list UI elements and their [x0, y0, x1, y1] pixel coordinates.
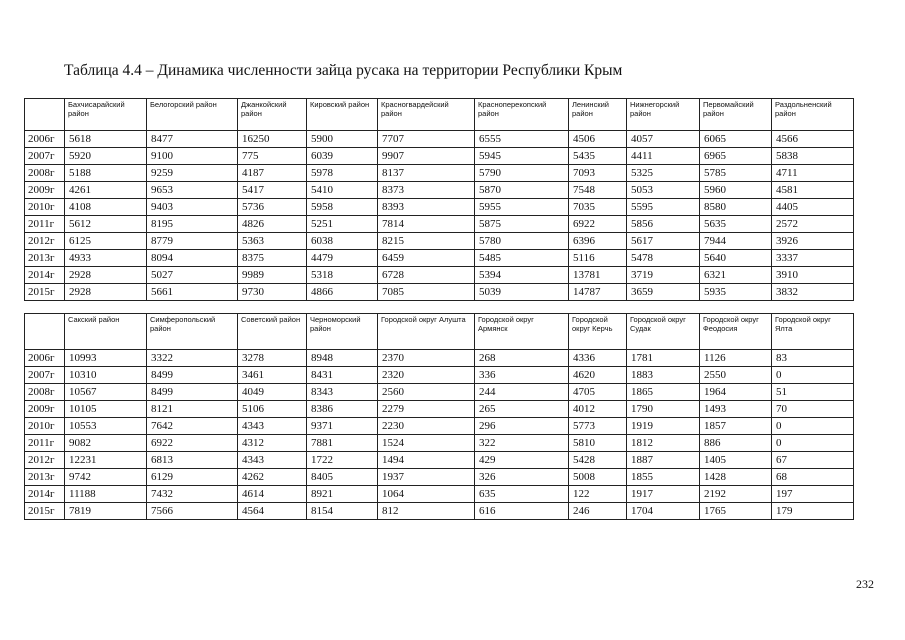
hare-population-table-1 [24, 98, 854, 301]
table-row [25, 250, 854, 267]
district-header-cell: Черноморский район [307, 314, 378, 350]
year-cell: 2009г [25, 401, 65, 418]
table-row [25, 367, 854, 384]
count-cell: 1937 [378, 469, 475, 486]
count-cell: 635 [475, 486, 569, 503]
year-cell: 2014г [25, 486, 65, 503]
count-cell: 5394 [475, 267, 569, 284]
district-header-cell: Городской округ Ялта [772, 314, 854, 350]
count-cell: 246 [569, 503, 627, 520]
count-cell: 2572 [772, 216, 854, 233]
count-cell: 8343 [307, 384, 378, 401]
count-cell: 6396 [569, 233, 627, 250]
count-cell: 8921 [307, 486, 378, 503]
count-cell: 5612 [65, 216, 147, 233]
count-cell: 5039 [475, 284, 569, 301]
district-header-cell: Нижнегорский район [627, 99, 700, 131]
count-cell: 5410 [307, 182, 378, 199]
count-cell: 7819 [65, 503, 147, 520]
table-row [25, 165, 854, 182]
count-cell: 7814 [378, 216, 475, 233]
count-cell: 5106 [238, 401, 307, 418]
count-cell: 8779 [147, 233, 238, 250]
count-cell: 5870 [475, 182, 569, 199]
count-cell: 5955 [475, 199, 569, 216]
year-cell: 2015г [25, 284, 65, 301]
count-cell: 179 [772, 503, 854, 520]
year-cell: 2009г [25, 182, 65, 199]
count-cell: 8580 [700, 199, 772, 216]
count-cell: 5008 [569, 469, 627, 486]
count-cell: 9403 [147, 199, 238, 216]
count-cell: 6922 [147, 435, 238, 452]
count-cell: 3926 [772, 233, 854, 250]
count-cell: 5856 [627, 216, 700, 233]
count-cell: 1919 [627, 418, 700, 435]
year-cell: 2008г [25, 165, 65, 182]
count-cell: 13781 [569, 267, 627, 284]
count-cell: 2230 [378, 418, 475, 435]
count-cell: 3910 [772, 267, 854, 284]
count-cell: 8215 [378, 233, 475, 250]
header-row [25, 99, 854, 131]
count-cell: 122 [569, 486, 627, 503]
year-cell: 2015г [25, 503, 65, 520]
count-cell: 5838 [772, 148, 854, 165]
count-cell: 244 [475, 384, 569, 401]
count-cell: 5920 [65, 148, 147, 165]
count-cell: 2279 [378, 401, 475, 418]
count-cell: 322 [475, 435, 569, 452]
count-cell: 8477 [147, 131, 238, 148]
table-row [25, 284, 854, 301]
district-header-cell: Ленинский район [569, 99, 627, 131]
count-cell: 11188 [65, 486, 147, 503]
count-cell: 7881 [307, 435, 378, 452]
count-cell: 4866 [307, 284, 378, 301]
table-row [25, 418, 854, 435]
count-cell: 16250 [238, 131, 307, 148]
count-cell: 2560 [378, 384, 475, 401]
count-cell: 4187 [238, 165, 307, 182]
count-cell: 1126 [700, 350, 772, 367]
count-cell: 5318 [307, 267, 378, 284]
count-cell: 6125 [65, 233, 147, 250]
count-cell: 4705 [569, 384, 627, 401]
table-row [25, 469, 854, 486]
count-cell: 4933 [65, 250, 147, 267]
count-cell: 8373 [378, 182, 475, 199]
count-cell: 14787 [569, 284, 627, 301]
table-row [25, 131, 854, 148]
count-cell: 8948 [307, 350, 378, 367]
count-cell: 1493 [700, 401, 772, 418]
count-cell: 7707 [378, 131, 475, 148]
count-cell: 197 [772, 486, 854, 503]
year-cell: 2007г [25, 367, 65, 384]
count-cell: 10553 [65, 418, 147, 435]
year-cell: 2012г [25, 452, 65, 469]
count-cell: 51 [772, 384, 854, 401]
table-row [25, 503, 854, 520]
table-row [25, 233, 854, 250]
district-header-cell: Городской округ Керчь [569, 314, 627, 350]
count-cell: 0 [772, 435, 854, 452]
count-cell: 5053 [627, 182, 700, 199]
count-cell: 4343 [238, 418, 307, 435]
count-cell: 4405 [772, 199, 854, 216]
count-cell: 8094 [147, 250, 238, 267]
count-cell: 7093 [569, 165, 627, 182]
count-cell: 9742 [65, 469, 147, 486]
count-cell: 4057 [627, 131, 700, 148]
count-cell: 3719 [627, 267, 700, 284]
page-number: 232 [856, 577, 874, 591]
table-row [25, 148, 854, 165]
count-cell: 5417 [238, 182, 307, 199]
count-cell: 1494 [378, 452, 475, 469]
count-cell: 5780 [475, 233, 569, 250]
count-cell: 336 [475, 367, 569, 384]
year-cell: 2006г [25, 131, 65, 148]
count-cell: 4581 [772, 182, 854, 199]
count-cell: 9082 [65, 435, 147, 452]
count-cell: 4506 [569, 131, 627, 148]
count-cell: 10993 [65, 350, 147, 367]
count-cell: 5617 [627, 233, 700, 250]
year-cell: 2010г [25, 418, 65, 435]
count-cell: 3461 [238, 367, 307, 384]
corner-header-cell [25, 314, 65, 350]
count-cell: 8393 [378, 199, 475, 216]
count-cell: 10567 [65, 384, 147, 401]
count-cell: 296 [475, 418, 569, 435]
count-cell: 1765 [700, 503, 772, 520]
count-cell: 265 [475, 401, 569, 418]
count-cell: 2370 [378, 350, 475, 367]
table-row [25, 199, 854, 216]
count-cell: 4620 [569, 367, 627, 384]
count-cell: 68 [772, 469, 854, 486]
count-cell: 8499 [147, 367, 238, 384]
count-cell: 6728 [378, 267, 475, 284]
table-caption: Таблица 4.4 – Динамика численности зайца русака на территории Республики Крым [64, 62, 623, 79]
count-cell: 3659 [627, 284, 700, 301]
table-row [25, 435, 854, 452]
count-cell: 5478 [627, 250, 700, 267]
count-cell: 7548 [569, 182, 627, 199]
count-cell: 6129 [147, 469, 238, 486]
district-header-cell: Бахчисарайский район [65, 99, 147, 131]
count-cell: 4411 [627, 148, 700, 165]
count-cell: 812 [378, 503, 475, 520]
district-header-cell: Раздольненский район [772, 99, 854, 131]
count-cell: 5640 [700, 250, 772, 267]
count-cell: 6922 [569, 216, 627, 233]
district-header-cell: Первомайский район [700, 99, 772, 131]
count-cell: 6813 [147, 452, 238, 469]
district-header-cell: Симферопольский район [147, 314, 238, 350]
count-cell: 886 [700, 435, 772, 452]
count-cell: 8121 [147, 401, 238, 418]
count-cell: 2928 [65, 267, 147, 284]
count-cell: 4049 [238, 384, 307, 401]
count-cell: 7035 [569, 199, 627, 216]
count-cell: 8386 [307, 401, 378, 418]
district-header-cell: Сакский район [65, 314, 147, 350]
count-cell: 4108 [65, 199, 147, 216]
table-row [25, 384, 854, 401]
count-cell: 8137 [378, 165, 475, 182]
count-cell: 3322 [147, 350, 238, 367]
count-cell: 5428 [569, 452, 627, 469]
count-cell: 8431 [307, 367, 378, 384]
table-row [25, 486, 854, 503]
count-cell: 4479 [307, 250, 378, 267]
district-header-cell: Белогорский район [147, 99, 238, 131]
count-cell: 5958 [307, 199, 378, 216]
count-cell: 6039 [307, 148, 378, 165]
count-cell: 1855 [627, 469, 700, 486]
table-row [25, 350, 854, 367]
count-cell: 2928 [65, 284, 147, 301]
count-cell: 5900 [307, 131, 378, 148]
year-cell: 2013г [25, 469, 65, 486]
table-row [25, 182, 854, 199]
count-cell: 1704 [627, 503, 700, 520]
count-cell: 7432 [147, 486, 238, 503]
count-cell: 5935 [700, 284, 772, 301]
year-cell: 2008г [25, 384, 65, 401]
count-cell: 5116 [569, 250, 627, 267]
count-cell: 5790 [475, 165, 569, 182]
table-row [25, 216, 854, 233]
count-cell: 1524 [378, 435, 475, 452]
count-cell: 70 [772, 401, 854, 418]
count-cell: 9653 [147, 182, 238, 199]
count-cell: 4564 [238, 503, 307, 520]
count-cell: 268 [475, 350, 569, 367]
count-cell: 1887 [627, 452, 700, 469]
count-cell: 5810 [569, 435, 627, 452]
count-cell: 8499 [147, 384, 238, 401]
year-cell: 2006г [25, 350, 65, 367]
count-cell: 775 [238, 148, 307, 165]
count-cell: 9100 [147, 148, 238, 165]
count-cell: 1781 [627, 350, 700, 367]
count-cell: 5435 [569, 148, 627, 165]
count-cell: 4614 [238, 486, 307, 503]
count-cell: 9371 [307, 418, 378, 435]
hare-population-table-2 [24, 313, 854, 520]
count-cell: 1865 [627, 384, 700, 401]
count-cell: 2192 [700, 486, 772, 503]
count-cell: 4262 [238, 469, 307, 486]
year-cell: 2012г [25, 233, 65, 250]
count-cell: 4566 [772, 131, 854, 148]
count-cell: 9989 [238, 267, 307, 284]
count-cell: 8195 [147, 216, 238, 233]
count-cell: 1883 [627, 367, 700, 384]
count-cell: 5773 [569, 418, 627, 435]
district-header-cell: Советский район [238, 314, 307, 350]
district-header-cell: Джанкойский район [238, 99, 307, 131]
count-cell: 616 [475, 503, 569, 520]
count-cell: 5251 [307, 216, 378, 233]
district-header-cell: Городской округ Феодосия [700, 314, 772, 350]
count-cell: 7642 [147, 418, 238, 435]
count-cell: 5618 [65, 131, 147, 148]
count-cell: 8405 [307, 469, 378, 486]
count-cell: 9730 [238, 284, 307, 301]
count-cell: 6965 [700, 148, 772, 165]
count-cell: 5736 [238, 199, 307, 216]
district-header-cell: Городской округ Армянск [475, 314, 569, 350]
count-cell: 1964 [700, 384, 772, 401]
count-cell: 5325 [627, 165, 700, 182]
count-cell: 0 [772, 367, 854, 384]
district-header-cell: Городской округ Алушта [378, 314, 475, 350]
count-cell: 5960 [700, 182, 772, 199]
count-cell: 4261 [65, 182, 147, 199]
count-cell: 4711 [772, 165, 854, 182]
year-cell: 2007г [25, 148, 65, 165]
count-cell: 1857 [700, 418, 772, 435]
count-cell: 326 [475, 469, 569, 486]
count-cell: 2550 [700, 367, 772, 384]
count-cell: 6321 [700, 267, 772, 284]
count-cell: 5027 [147, 267, 238, 284]
count-cell: 10310 [65, 367, 147, 384]
district-header-cell: Красногвардейский район [378, 99, 475, 131]
count-cell: 6065 [700, 131, 772, 148]
count-cell: 8375 [238, 250, 307, 267]
table-row [25, 267, 854, 284]
count-cell: 7566 [147, 503, 238, 520]
table-row [25, 401, 854, 418]
count-cell: 4336 [569, 350, 627, 367]
count-cell: 5485 [475, 250, 569, 267]
year-cell: 2010г [25, 199, 65, 216]
count-cell: 5363 [238, 233, 307, 250]
count-cell: 4312 [238, 435, 307, 452]
count-cell: 5785 [700, 165, 772, 182]
district-header-cell: Городской округ Судак [627, 314, 700, 350]
count-cell: 4826 [238, 216, 307, 233]
count-cell: 8154 [307, 503, 378, 520]
count-cell: 5595 [627, 199, 700, 216]
count-cell: 67 [772, 452, 854, 469]
count-cell: 5188 [65, 165, 147, 182]
count-cell: 1428 [700, 469, 772, 486]
count-cell: 5875 [475, 216, 569, 233]
count-cell: 3337 [772, 250, 854, 267]
count-cell: 6459 [378, 250, 475, 267]
count-cell: 83 [772, 350, 854, 367]
year-cell: 2011г [25, 216, 65, 233]
count-cell: 6038 [307, 233, 378, 250]
year-cell: 2013г [25, 250, 65, 267]
district-header-cell: Кировский район [307, 99, 378, 131]
count-cell: 4012 [569, 401, 627, 418]
count-cell: 1812 [627, 435, 700, 452]
count-cell: 10105 [65, 401, 147, 418]
count-cell: 3832 [772, 284, 854, 301]
count-cell: 2320 [378, 367, 475, 384]
count-cell: 9907 [378, 148, 475, 165]
count-cell: 1722 [307, 452, 378, 469]
count-cell: 5945 [475, 148, 569, 165]
count-cell: 3278 [238, 350, 307, 367]
count-cell: 6555 [475, 131, 569, 148]
count-cell: 7944 [700, 233, 772, 250]
header-row [25, 314, 854, 350]
year-cell: 2014г [25, 267, 65, 284]
count-cell: 7085 [378, 284, 475, 301]
corner-header-cell [25, 99, 65, 131]
count-cell: 1405 [700, 452, 772, 469]
district-header-cell: Красноперекопский район [475, 99, 569, 131]
count-cell: 4343 [238, 452, 307, 469]
count-cell: 1064 [378, 486, 475, 503]
count-cell: 5661 [147, 284, 238, 301]
table-row [25, 452, 854, 469]
count-cell: 429 [475, 452, 569, 469]
count-cell: 5978 [307, 165, 378, 182]
count-cell: 5635 [700, 216, 772, 233]
count-cell: 12231 [65, 452, 147, 469]
count-cell: 1790 [627, 401, 700, 418]
count-cell: 0 [772, 418, 854, 435]
year-cell: 2011г [25, 435, 65, 452]
count-cell: 9259 [147, 165, 238, 182]
count-cell: 1917 [627, 486, 700, 503]
